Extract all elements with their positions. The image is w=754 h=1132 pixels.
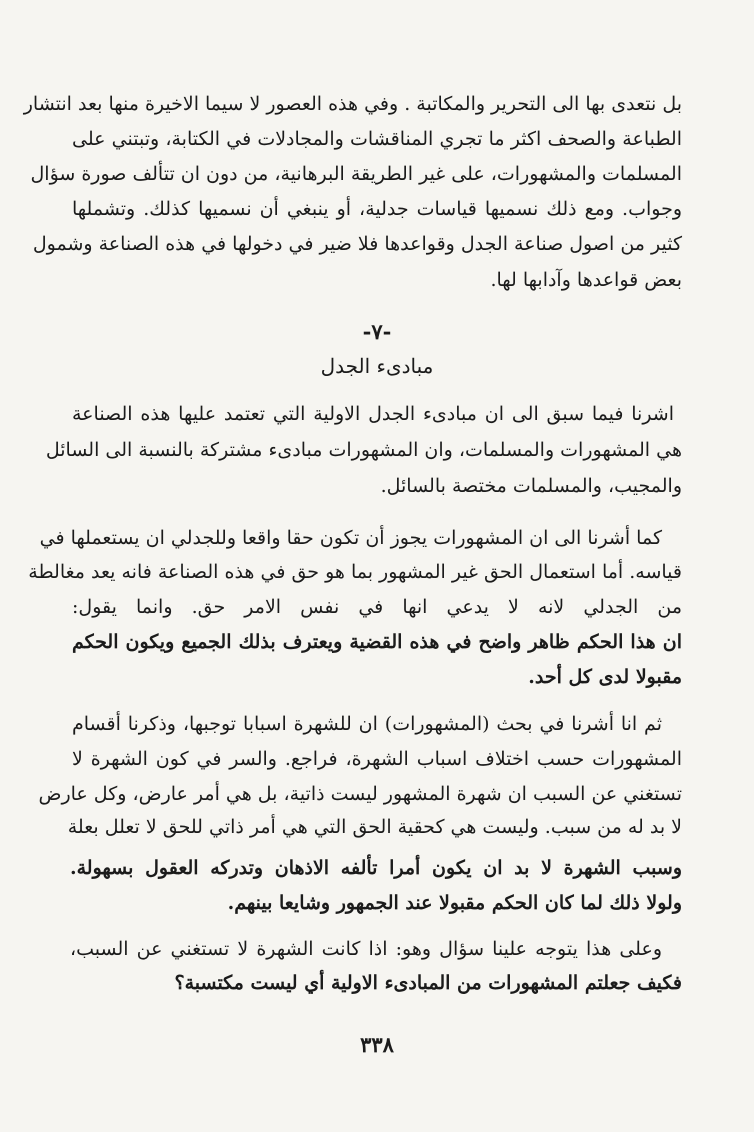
intro-line-6: بعض قواعدها وآدابها لها.: [490, 269, 682, 291]
intro-line-4: وجواب. ومع ذلك نسميها قياسات جدلية، أو ينبغي أن نسميها كذلك. وتشملها: [72, 198, 683, 220]
para3-line-1: ثم انا أشرنا في بحث (المشهورات) ان للشهرة اسبابا توجبها، وذكرنا أقسام: [72, 713, 662, 735]
para2-line-1: كما أشرنا الى ان المشهورات يجوز أن تكون حقا واقعا وللجدلي ان يستعملها في: [39, 527, 662, 549]
section-title: مبادىء الجدل: [320, 354, 434, 378]
para1-line-2: هي المشهورات والمسلمات، وان المشهورات مبادىء مشتركة بالنسبة الى السائل: [45, 439, 682, 461]
para5-line-2: فكيف جعلتم المشهورات من المبادىء الاولية أي ليست مكتسبة؟: [174, 972, 682, 994]
intro-line-3: المسلمات والمشهورات، على غير الطريقة البرهانية، من دون ان تتألف صورة سؤال: [30, 163, 682, 185]
para2-line-3: من الجدلي لانه لا يدعي انها في نفس الامر حق. وانما يقول:: [72, 596, 682, 618]
section-number: -٧-: [362, 319, 392, 344]
para5-line-1: وعلى هذا يتوجه علينا سؤال وهو: اذا كانت الشهرة لا تستغني عن السبب،: [70, 938, 662, 960]
para1-line-1: اشرنا فيما سبق الى ان مبادىء الجدل الاولية التي تعتمد عليها هذه الصناعة: [72, 403, 674, 425]
para3-line-2: المشهورات حسب اختلاف اسباب الشهرة، فراجع. والسر في كون الشهرة لا: [72, 748, 682, 770]
para4-line-1: وسبب الشهرة لا بد ان يكون أمرا تألفه الاذهان وتدركه العقول بسهولة.: [70, 857, 682, 879]
para2-line-2: قياسه. أما استعمال الحق غير المشهور بما هو حق في هذه الصناعة فانه يعد مغالطة: [28, 561, 682, 583]
para4-line-2: ولولا ذلك لما كان الحكم مقبولا عند الجمهور وشايعا بينهم.: [227, 892, 682, 914]
para2-line-4: ان هذا الحكم ظاهر واضح في هذه القضية ويعترف بذلك الجميع ويكون الحكم: [72, 631, 682, 653]
para3-line-4: لا بد له من سبب. وليست هي كحقية الحق التي هي أمر ذاتي للحق لا تعلل بعلة: [67, 816, 682, 838]
para2-line-5: مقبولا لدى كل أحد.: [528, 666, 682, 688]
intro-line-5: كثير من اصول صناعة الجدل وقواعدها فلا ضير في دخولها في هذه الصناعة وشمول: [32, 233, 682, 255]
intro-line-2: الطباعة والصحف اكثر ما تجري المناقشات والمجادلات في الكتابة، وتبتني على: [72, 128, 682, 150]
para1-line-3: والمجيب، والمسلمات مختصة بالسائل.: [380, 475, 682, 497]
para3-line-3: تستغني عن السبب ان شهرة المشهور ليست ذاتية، بل هي أمر عارض، وكل عارض: [38, 783, 682, 805]
intro-line-1: بل نتعدى بها الى التحرير والمكاتبة . وفي هذه العصور لا سيما الاخيرة منها بعد انتشار: [23, 93, 682, 115]
page-number: ٣٣٨: [360, 1032, 394, 1057]
